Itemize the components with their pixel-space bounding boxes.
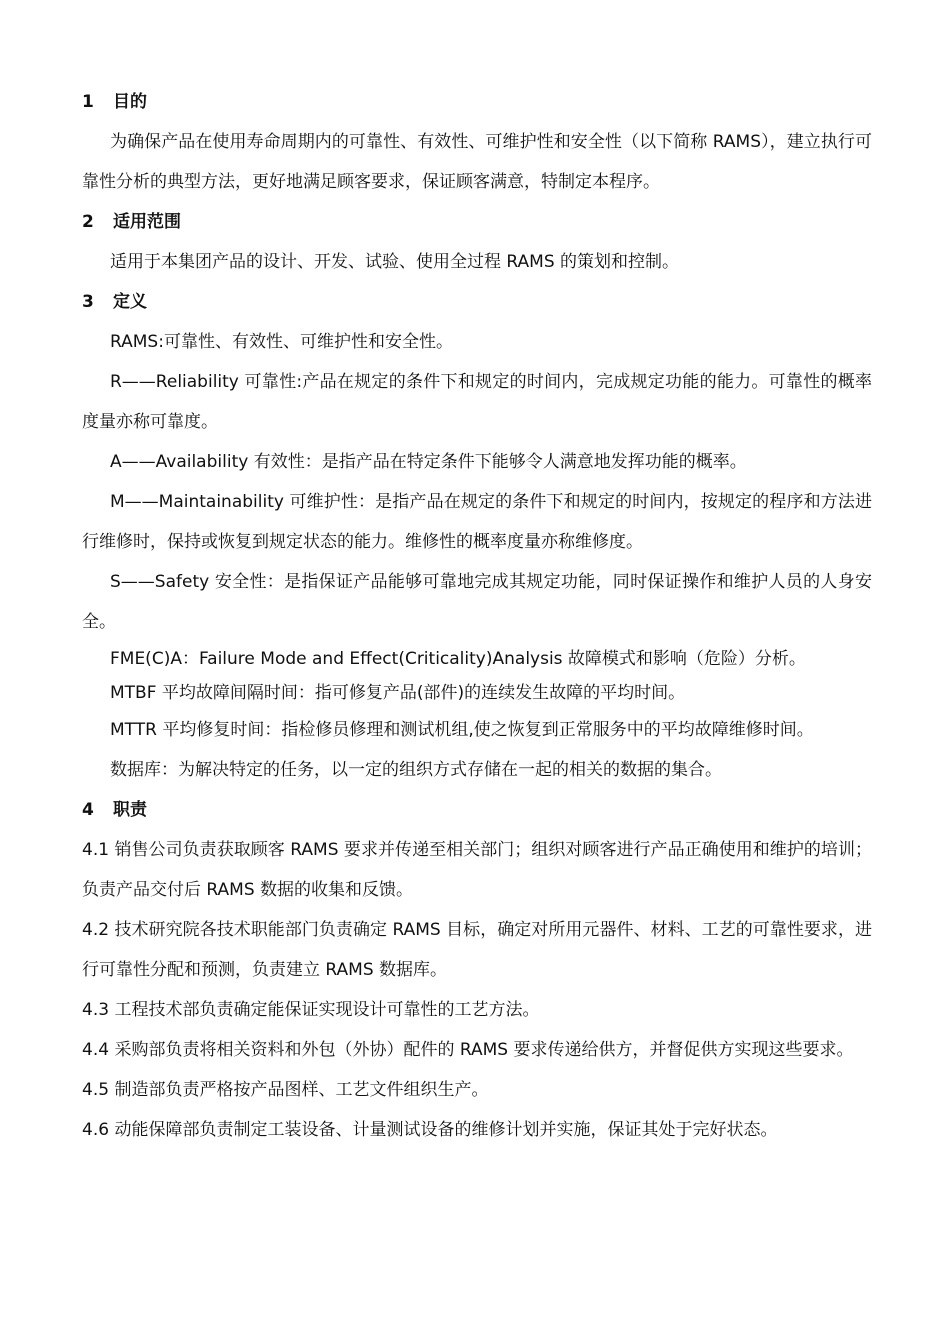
definition-reliability: R——Reliability 可靠性:产品在规定的条件下和规定的时间内，完成规定功能的能力。可靠性的概率度量亦称可靠度。 [82, 372, 872, 432]
section-heading-scope [82, 202, 872, 242]
document-page [82, 82, 872, 1150]
responsibility-item-4-2: 4.2 技术研究院各技术职能部门负责确定 RAMS 目标，确定对所用元器件、材料、工艺的可靠性要求，进行可靠性分配和预测，负责建立 RAMS 数据库。 [82, 920, 872, 980]
responsibility-item-4-5: 4.5 制造部负责严格按产品图样、工艺文件组织生产。 [82, 1080, 489, 1100]
section-title: 职责 [113, 800, 147, 820]
responsibility-item-4-1: 4.1 销售公司负责获取顾客 RAMS 要求并传递至相关部门；组织对顾客进行产品正确使用和维护的培训；负责产品交付后 RAMS 数据的收集和反馈。 [82, 840, 872, 900]
purpose-paragraph: 为确保产品在使用寿命周期内的可靠性、有效性、可维护性和安全性（以下简称 RAMS），建立执行可靠性分析的典型方法，更好地满足顾客要求，保证顾客满意，特制定本程序。 [82, 132, 872, 192]
definition-mtbf: MTBF 平均故障间隔时间：指可修复产品(部件)的连续发生故障的平均时间。 [110, 683, 686, 703]
definition-mttr: MTTR 平均修复时间：指检修员修理和测试机组,使之恢复到正常服务中的平均故障维修时间。 [110, 720, 814, 740]
section-number: 1 [82, 92, 94, 112]
responsibility-item-4-6: 4.6 动能保障部负责制定工装设备、计量测试设备的维修计划并实施，保证其处于完好状态。 [82, 1120, 778, 1140]
section-number: 2 [82, 212, 94, 232]
responsibility-item-4-4: 4.4 采购部负责将相关资料和外包（外协）配件的 RAMS 要求传递给供方，并督促供方实现这些要求。 [82, 1040, 854, 1060]
section-title: 适用范围 [113, 212, 181, 232]
section-title: 定义 [113, 292, 147, 312]
section-number: 4 [82, 800, 94, 820]
section-heading-purpose [82, 82, 872, 122]
section-title: 目的 [113, 92, 147, 112]
definition-database: 数据库：为解决特定的任务，以一定的组织方式存储在一起的相关的数据的集合。 [110, 760, 722, 780]
section-heading-responsibilities [82, 790, 872, 830]
definition-maintainability: M——Maintainability 可维护性：是指产品在规定的条件下和规定的时间内，按规定的程序和方法进行维修时，保持或恢复到规定状态的能力。维修性的概率度量亦称维修度。 [82, 492, 872, 552]
definition-availability: A——Availability 有效性：是指产品在特定条件下能够令人满意地发挥功能的概率。 [110, 452, 747, 472]
responsibility-item-4-3: 4.3 工程技术部负责确定能保证实现设计可靠性的工艺方法。 [82, 1000, 540, 1020]
section-heading-definitions [82, 282, 872, 322]
definition-fmeca: FME(C)A：Failure Mode and Effect(Criticality)Analysis 故障模式和影响（危险）分析。 [110, 649, 806, 669]
definition-rams: RAMS:可靠性、有效性、可维护性和安全性。 [110, 332, 453, 352]
scope-paragraph: 适用于本集团产品的设计、开发、试验、使用全过程 RAMS 的策划和控制。 [110, 252, 680, 272]
section-number: 3 [82, 292, 94, 312]
definition-safety: S——Safety 安全性：是指保证产品能够可靠地完成其规定功能，同时保证操作和维护人员的人身安全。 [82, 572, 872, 632]
